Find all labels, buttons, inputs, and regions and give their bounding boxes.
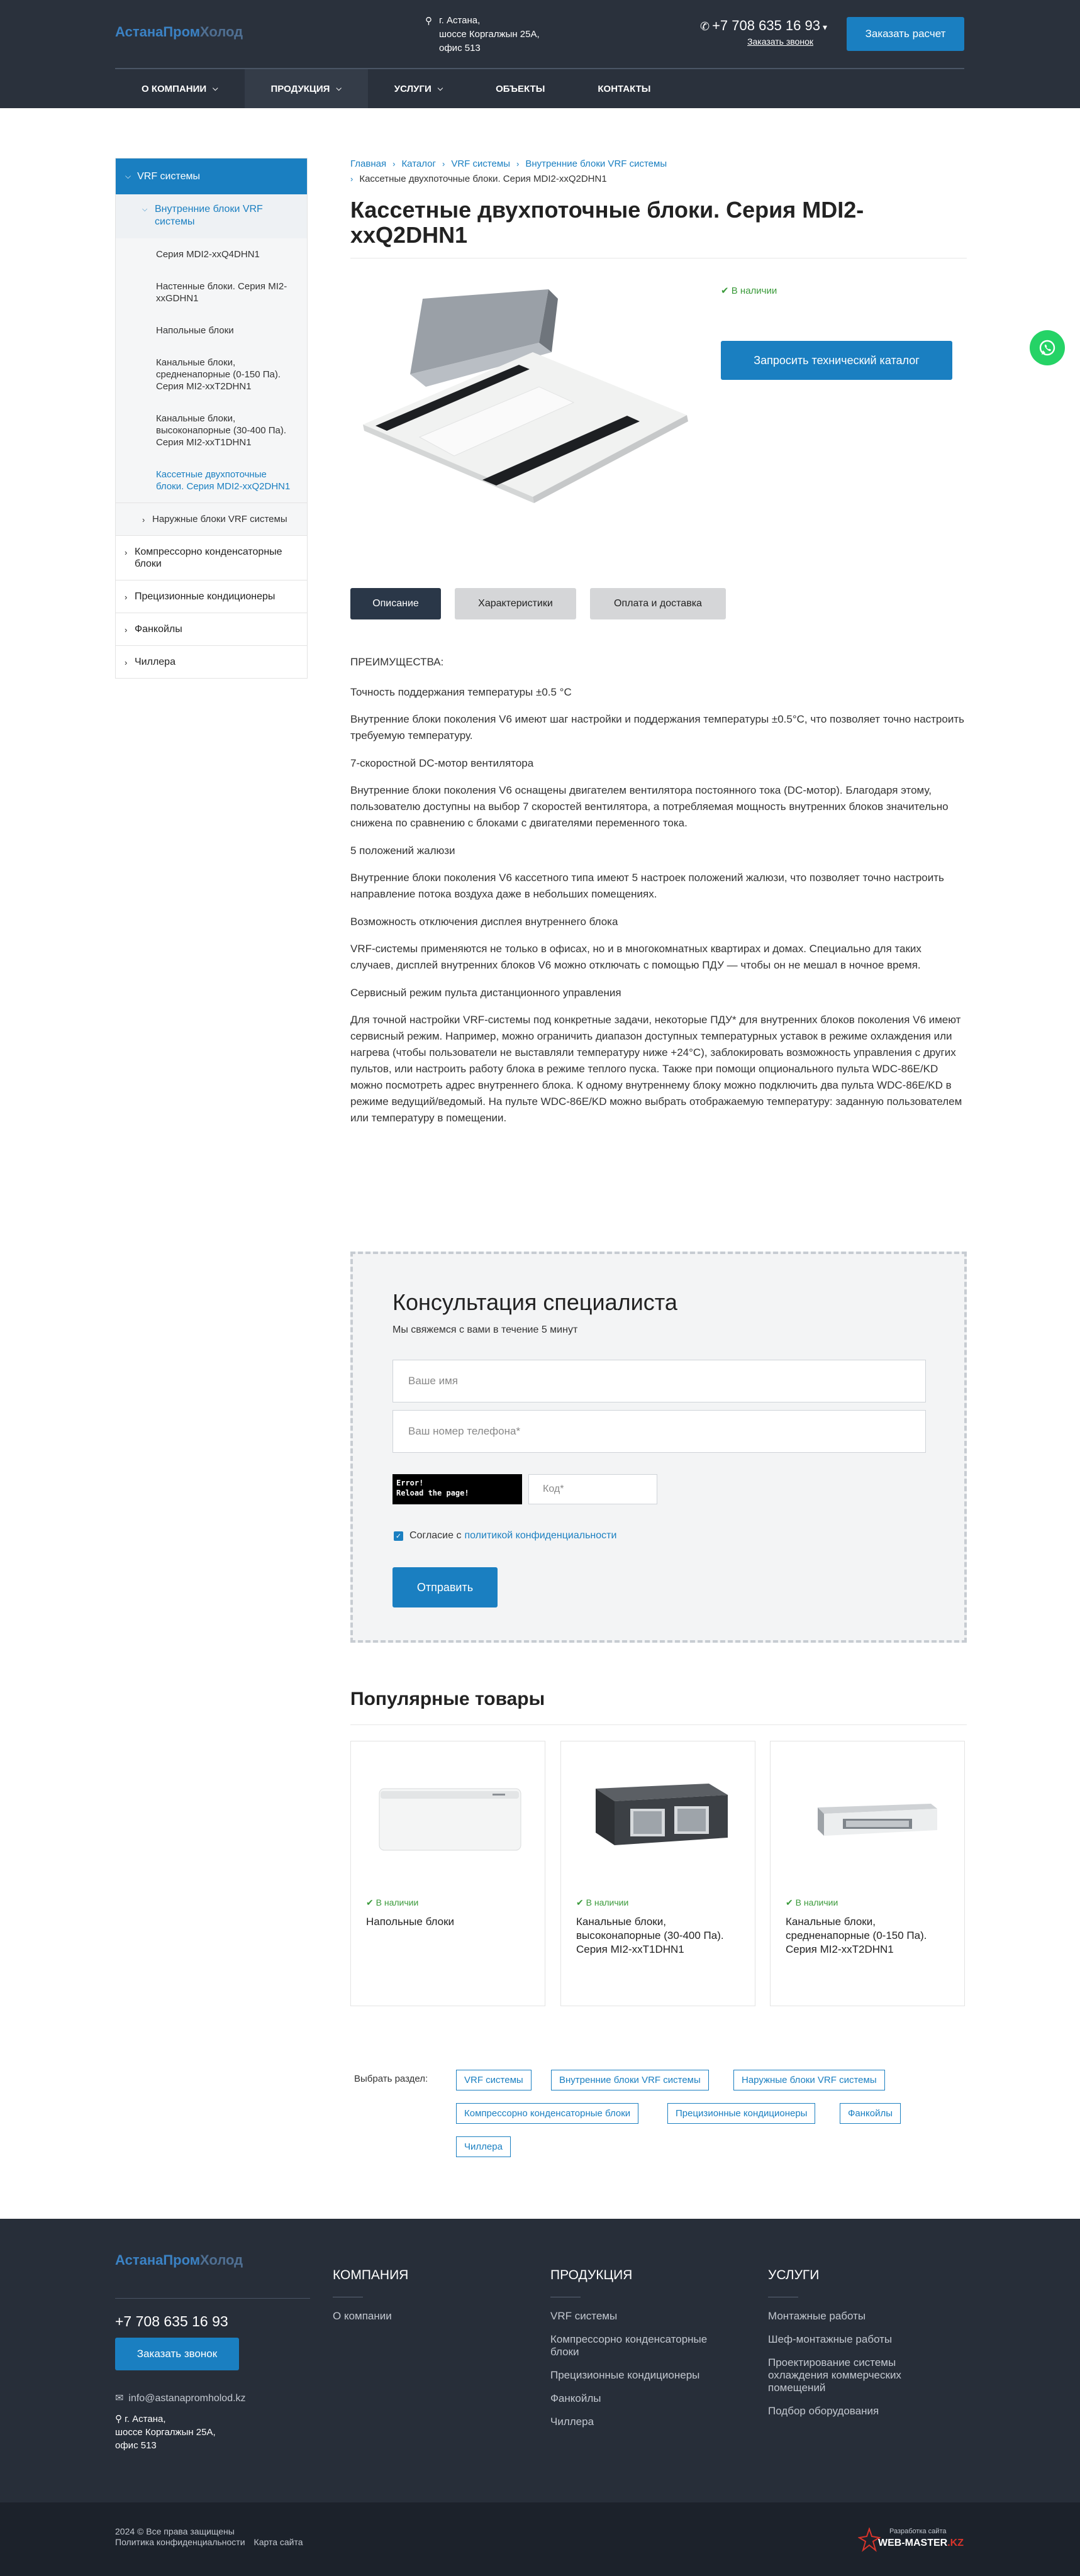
header-address: ⚲ г. Астана, шоссе Коргалжын 25А, офис 513 bbox=[425, 15, 540, 53]
request-catalog-button[interactable]: Запросить технический каталог bbox=[721, 341, 952, 380]
section-chip[interactable]: VRF системы bbox=[456, 2070, 532, 2090]
footer-link[interactable]: Фанкойлы bbox=[550, 2392, 601, 2404]
phone-input[interactable]: Ваш номер телефона* bbox=[392, 1410, 926, 1453]
product-card-stock: ✔ В наличии bbox=[786, 1897, 838, 1907]
chevron-right-icon: › bbox=[125, 658, 128, 667]
popular-divider bbox=[350, 1724, 967, 1725]
nav-item-services[interactable]: УСЛУГИ ⌵ bbox=[394, 83, 443, 94]
sidebar-child-item[interactable]: Канальные блоки, высоконапорные (30-400 Па). Серия MI2-xxT1DHN1 bbox=[156, 413, 286, 448]
sidebar-item-outdoor-units[interactable]: › Наружные блоки VRF системы bbox=[116, 502, 307, 535]
chevron-right-icon: › bbox=[125, 625, 128, 635]
footer-link[interactable]: Чиллера bbox=[550, 2416, 594, 2428]
choose-section-label: Выбрать раздел: bbox=[354, 2074, 428, 2084]
footer-link[interactable]: Прецизионные кондиционеры bbox=[550, 2369, 700, 2381]
check-icon: ✔ bbox=[721, 286, 729, 296]
consent-checkbox[interactable]: ✓ bbox=[394, 1531, 403, 1541]
product-card-stock: ✔ В наличии bbox=[576, 1897, 629, 1907]
breadcrumb-vrf[interactable]: VRF системы bbox=[451, 158, 510, 169]
chevron-right-icon: › bbox=[142, 515, 145, 525]
privacy-policy-link[interactable]: политикой конфиденциальности bbox=[464, 1530, 617, 1541]
sitemap-link[interactable]: Карта сайта bbox=[253, 2537, 303, 2547]
product-card[interactable] bbox=[350, 1741, 545, 2006]
sidebar-children bbox=[116, 238, 307, 502]
submit-button[interactable]: Отправить bbox=[392, 1567, 498, 1607]
section-chip[interactable]: Прецизионные кондиционеры bbox=[667, 2103, 815, 2124]
sidebar-child-item[interactable]: Серия MDI2-xxQ4DHN1 bbox=[156, 249, 260, 260]
footer-col-company bbox=[333, 2268, 408, 2333]
product-tabs bbox=[350, 588, 726, 619]
description-heading: ПРЕИМУЩЕСТВА: bbox=[350, 656, 444, 668]
nav-item-objects[interactable]: ОБЪЕКТЫ bbox=[496, 83, 545, 94]
footer-email[interactable]: ✉ info@astanapromholod.kz bbox=[115, 2393, 246, 2404]
tab-description[interactable]: Описание bbox=[350, 588, 441, 619]
product-card-stock: ✔ В наличии bbox=[366, 1897, 419, 1907]
captcha-code-input[interactable]: Код* bbox=[528, 1474, 657, 1504]
site-header bbox=[0, 0, 1080, 108]
whatsapp-icon[interactable] bbox=[1030, 330, 1065, 365]
main-nav bbox=[115, 69, 677, 108]
site-footer bbox=[0, 2219, 1080, 2502]
form-title: Консультация специалиста bbox=[392, 1289, 677, 1315]
section-chip[interactable]: Наружные блоки VRF системы bbox=[733, 2070, 885, 2090]
copyright-text: 2024 © Все права защищены bbox=[115, 2526, 235, 2536]
breadcrumb bbox=[350, 157, 967, 187]
description-subheading: Точность поддержания температуры ±0.5 °С bbox=[350, 686, 572, 698]
chevron-right-icon: › bbox=[350, 174, 354, 184]
chevron-down-icon: ⌵ bbox=[437, 84, 443, 92]
footer-link[interactable]: Проектирование системы охлаждения коммерческих помещений bbox=[768, 2357, 901, 2394]
breadcrumb-catalog[interactable]: Каталог bbox=[401, 158, 436, 169]
section-chip[interactable]: Фанкойлы bbox=[840, 2103, 901, 2124]
footer-col-title: КОМПАНИЯ bbox=[333, 2268, 409, 2282]
footer-col-products bbox=[550, 2268, 733, 2439]
developer-logo-icon bbox=[858, 2528, 881, 2557]
footer-bottom-bar bbox=[0, 2502, 1080, 2576]
sidebar-item-chillers[interactable]: › Чиллера bbox=[116, 645, 307, 678]
footer-col-title: ПРОДУКЦИЯ bbox=[550, 2268, 633, 2282]
product-card-name[interactable]: Напольные блоки bbox=[366, 1916, 455, 1928]
breadcrumb-indoor[interactable]: Внутренние блоки VRF системы bbox=[525, 158, 667, 169]
breadcrumb-home[interactable]: Главная bbox=[350, 158, 387, 169]
sidebar-child-item[interactable]: Канальные блоки, средненапорные (0-150 Па). Серия MI2-xxT2DHN1 bbox=[156, 357, 281, 392]
copyright-block bbox=[115, 2526, 303, 2548]
description-subheading: Сервисный режим пульта дистанционного управления bbox=[350, 987, 621, 999]
phone-icon: ✆ bbox=[699, 20, 710, 33]
header-phone[interactable]: ✆ +7 708 635 16 93 ▾ bbox=[699, 18, 827, 33]
chevron-down-icon: ⌵ bbox=[142, 206, 148, 213]
breadcrumb-current: Кассетные двухпоточные блоки. Серия MDI2-xxQ2DHN1 bbox=[359, 174, 607, 184]
section-chip[interactable]: Компрессорно конденсаторные блоки bbox=[456, 2103, 638, 2124]
description-subheading: 5 положений жалюзи bbox=[350, 845, 455, 857]
footer-address: ⚲ г. Астана, шоссе Коргалжын 25А, офис 513 bbox=[115, 2414, 216, 2451]
description-paragraph: Внутренние блоки поколения V6 оснащены двигателем вентилятора постоянного тока (DC-мотор). Благодаря этому, пользователю доступны на выбор 7 скоростей вентилятора, а потребляемая мощность внутренних блоков значительно снижена по сравнению с блоками с двигателями переменного тока. bbox=[350, 784, 949, 829]
product-card-image bbox=[577, 1770, 740, 1858]
order-calculation-button[interactable]: Заказать расчет bbox=[847, 17, 964, 51]
header-phone-block bbox=[692, 18, 827, 48]
nav-item-contacts[interactable]: КОНТАКТЫ bbox=[598, 83, 651, 94]
footer-phone[interactable]: +7 708 635 16 93 bbox=[115, 2313, 228, 2329]
privacy-link[interactable]: Политика конфиденциальности bbox=[115, 2537, 245, 2547]
nav-item-about[interactable]: О КОМПАНИИ ⌵ bbox=[142, 83, 218, 94]
chevron-down-icon[interactable]: ▾ bbox=[822, 22, 827, 32]
tab-characteristics[interactable]: Характеристики bbox=[455, 588, 576, 619]
chevron-down-icon: ⌵ bbox=[125, 172, 131, 180]
product-description bbox=[350, 654, 967, 1138]
site-logo[interactable]: АстанаПромХолод bbox=[115, 24, 243, 40]
chevron-right-icon: › bbox=[392, 159, 396, 169]
product-card-image bbox=[367, 1770, 530, 1858]
form-subtitle: Мы свяжемся с вами в течение 5 минут bbox=[392, 1324, 578, 1335]
check-icon: ✔ bbox=[366, 1897, 374, 1907]
description-paragraph: Внутренние блоки поколения V6 кассетного типа имеют 5 настроек положений жалюзи, что позволяет точно настроить направление потока воздуха даже в небольших помещениях. bbox=[350, 872, 944, 900]
chevron-down-icon: ⌵ bbox=[213, 84, 218, 92]
chevron-right-icon: › bbox=[125, 592, 128, 602]
footer-col-title: УСЛУГИ bbox=[768, 2268, 820, 2282]
description-subheading: Возможность отключения дисплея внутреннего блока bbox=[350, 916, 618, 928]
section-chip[interactable]: Чиллера bbox=[456, 2136, 511, 2157]
sidebar-child-item[interactable]: Настенные блоки. Серия MI2-xxGDHN1 bbox=[156, 281, 287, 304]
footer-link[interactable]: Компрессорно конденсаторные блоки bbox=[550, 2333, 708, 2358]
chevron-right-icon: › bbox=[516, 159, 520, 169]
description-subheading: 7-скоростной DC-мотор вентилятора bbox=[350, 757, 534, 769]
developer-badge[interactable]: Разработка сайта WEB-MASTER.KZ bbox=[858, 2524, 965, 2562]
product-card-name[interactable]: Канальные блоки, средненапорные (0-150 Па). Серия MI2-xxT2DHN1 bbox=[786, 1916, 927, 1955]
captcha-image: Error! Reload the page! bbox=[392, 1474, 522, 1504]
product-card[interactable] bbox=[560, 1741, 755, 2006]
catalog-sidebar bbox=[115, 158, 308, 679]
tab-payment-delivery[interactable]: Оплата и доставка bbox=[590, 588, 726, 619]
name-input[interactable]: Ваше имя bbox=[392, 1360, 926, 1402]
stock-status: ✔ В наличии bbox=[721, 286, 777, 296]
footer-link[interactable]: VRF системы bbox=[550, 2310, 618, 2322]
check-icon: ✔ bbox=[576, 1897, 584, 1907]
description-paragraph: Для точной настройки VRF-системы под конкретные задачи, некоторые ПДУ* для внутренних блоков поколения V6 имеют сервисный режим. Например, можно ограничить диапазон доступных температурных уставок в режиме охлаждения или нагрева (чтобы пользователи не выставляли температуру ниже +24°С), заблокировать возможность управления с других пультов, или настроить работу блока в режиме теплого пуска. Также при помощи опционального пульта WDC-86E/KD можно посмотреть адрес внутреннего блока. К одному внутреннему блоку можно подключить два пульта WDC-86E/KD в режиме ведущий/ведомый. На пульте WDC-86E/KD можно выбрать отображаемую температуру: заданную пользователем или температуру в помещении. bbox=[350, 1014, 962, 1124]
page-title: Кассетные двухпоточные блоки. Серия MDI2-xxQ2DHN1 bbox=[350, 197, 864, 248]
sidebar-item-indoor-units[interactable]: ⌵ Внутренние блоки VRF системы bbox=[116, 194, 307, 238]
footer-callback-button[interactable]: Заказать звонок bbox=[115, 2338, 239, 2370]
email-icon: ✉ bbox=[115, 2393, 124, 2404]
location-pin-icon: ⚲ bbox=[425, 16, 432, 26]
nav-item-products[interactable]: ПРОДУКЦИЯ ⌵ bbox=[245, 69, 368, 108]
consultation-form bbox=[350, 1252, 967, 1643]
chevron-right-icon: › bbox=[125, 548, 128, 557]
chevron-right-icon: › bbox=[442, 159, 445, 169]
product-card-image bbox=[786, 1770, 950, 1858]
section-chip[interactable]: Внутренние блоки VRF системы bbox=[551, 2070, 709, 2090]
footer-link[interactable]: Монтажные работы bbox=[768, 2310, 866, 2322]
product-image[interactable] bbox=[350, 280, 690, 525]
sidebar-child-item-current[interactable]: Кассетные двухпоточные блоки. Серия MDI2-xxQ2DHN1 bbox=[156, 469, 291, 492]
callback-link[interactable]: Заказать звонок bbox=[747, 36, 813, 47]
product-card[interactable] bbox=[770, 1741, 965, 2006]
sidebar-item-compressor[interactable]: › Компрессорно конденсаторные блоки bbox=[116, 535, 307, 580]
description-paragraph: Внутренние блоки поколения V6 имеют шаг настройки и поддержания температуры ±0.5°С, что позволяет точно настроить требуемую температуру. bbox=[350, 713, 964, 741]
footer-logo[interactable]: АстанаПромХолод bbox=[115, 2252, 243, 2268]
footer-divider bbox=[115, 2298, 310, 2299]
chevron-down-icon: ⌵ bbox=[336, 84, 342, 92]
product-card-name[interactable]: Канальные блоки, высоконапорные (30-400 Па). Серия MI2-xxT1DHN1 bbox=[576, 1916, 724, 1955]
sidebar-item-vrf[interactable]: ⌵ VRF системы bbox=[116, 158, 307, 194]
popular-title: Популярные товары bbox=[350, 1689, 545, 1709]
consent-checkbox-row: ✓ Согласие с политикой конфиденциальности bbox=[394, 1530, 616, 1541]
footer-link[interactable]: Шеф-монтажные работы bbox=[768, 2333, 893, 2345]
footer-col-services bbox=[768, 2268, 932, 2428]
footer-link[interactable]: Подбор оборудования bbox=[768, 2405, 879, 2417]
sidebar-child-item[interactable]: Напольные блоки bbox=[156, 325, 234, 336]
sidebar-item-fancoils[interactable]: › Фанкойлы bbox=[116, 613, 307, 645]
check-icon: ✔ bbox=[786, 1897, 793, 1907]
footer-link[interactable]: О компании bbox=[333, 2310, 392, 2322]
description-paragraph: VRF-системы применяются не только в офисах, но и в многокомнатных квартирах и домах. Специально для таких случаев, дисплей внутренних блоков V6 можно отключать с помощью ПДУ — чтобы он не мешал в ночное время. bbox=[350, 943, 921, 971]
location-pin-icon: ⚲ bbox=[115, 2414, 122, 2424]
sidebar-item-precision[interactable]: › Прецизионные кондиционеры bbox=[116, 580, 307, 613]
